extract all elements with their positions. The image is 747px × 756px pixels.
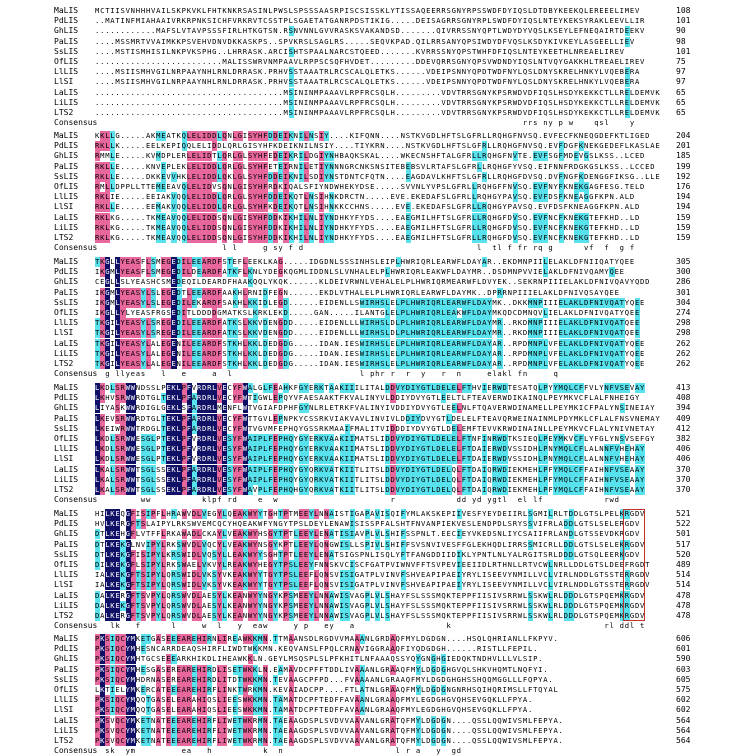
sequence-row	[0, 88, 747, 98]
residue-count: 305	[676, 257, 691, 266]
sequence-row	[0, 383, 747, 393]
residue-count: 90	[676, 26, 686, 36]
sequence-name: LlSI	[54, 328, 74, 338]
sequence-name: LaLIS	[54, 212, 79, 222]
sequence-residues: ....MSSMRTVVAIMKKPSVEHVDNVDKKASKPS..SPVKRSLSAGLRS.....SEQVKPAD.QILRRSANYQPSIWDYDFVQSLKSDYKIVKEYLASGEELLIEV	[95, 36, 635, 46]
sequence-name: GhLIS	[54, 151, 79, 161]
sequence-row	[0, 454, 747, 464]
residue-count: 478	[676, 600, 691, 610]
residue-count: 262	[676, 359, 691, 368]
sequence-row	[0, 308, 747, 318]
sequence-name: LaLIS	[54, 715, 79, 725]
sequence-row	[0, 277, 747, 287]
sequence-residues: LKEVSRWWRDTGLTEKLPFARDRLVECYFWTTGVLEPNPKYCSSRKVIAKVAVLINVIVLDDIYDVYGTLDELELFTEAVQRWEINAINMLPDYMKLCFLALFNSVNEMAY	[95, 413, 660, 423]
sequence-name: LiLIS	[54, 222, 79, 232]
residue-count: 601	[676, 644, 691, 654]
sequence-row	[0, 298, 747, 308]
consensus-sequence: l l g sy f d l tl f fr rq g vf f g f	[222, 243, 635, 253]
sequence-row	[0, 393, 747, 403]
sequence-name: LlLIS	[54, 192, 79, 202]
consensus-row	[0, 495, 747, 505]
residue-count: 408	[676, 393, 691, 403]
sequence-name: MaLIS	[54, 257, 79, 266]
sequence-name: LlLIS	[54, 570, 79, 580]
consensus-sequence: g llyeas l e a l l phr r r y r n elakl fn q	[105, 369, 558, 379]
sequence-row	[0, 26, 747, 36]
sequence-row	[0, 47, 747, 57]
consensus-row	[0, 621, 747, 631]
sequence-row	[0, 57, 747, 67]
sequence-name: LlSI	[54, 705, 74, 715]
sequence-name: LaLIS	[54, 590, 79, 600]
sequence-row	[0, 192, 747, 202]
sequence-name: PaLIS	[54, 287, 79, 297]
sequence-name: OfLIS	[54, 57, 79, 66]
sequence-residues: TKGILYEASYLALEGENILEEARDFSTKHLKKLDEDGDG.....IDAN.IESWIRHSLELPLHWRIQRLEARWFLDAYAR..RPDMNPLVFELAKLDFNIVQATYQEE	[95, 338, 645, 348]
sequence-residues: ..MATINFMIAHAAIVRKRPNKSICHFVRKRVTCSSTPLSGAETATGANRPDSTIKIG.....DEISAGRRSGNYRPLSWDFDYIQSLNTEYKEKSYRAKLEEVLLIR	[95, 16, 645, 26]
residue-count: 194	[676, 192, 691, 202]
sequence-name: LlSI	[54, 454, 74, 464]
residue-count: 97	[676, 67, 686, 77]
sequence-row	[0, 267, 747, 277]
residue-count: 304	[676, 297, 691, 307]
sequence-name: LlSI	[54, 77, 74, 87]
sequence-name: LlSI	[54, 202, 74, 212]
consensus-label: Consensus	[54, 621, 98, 631]
sequence-row	[0, 695, 747, 705]
sequence-residues: TKGLLYEASFLSMEGEDILEEARDFSTEFLEEKLKAG.....IDGDNLSSSINHSLEIPLHWRIQRLEARWFLDAYAR..EKDMNPIILELAKLDFNIIQATYQEE	[95, 257, 635, 266]
residue-count: 204	[676, 131, 691, 140]
consensus-sequence: sk ym ea h k n l r a y gd	[105, 746, 461, 756]
residue-count: 262	[676, 348, 691, 358]
residue-count: 298	[676, 318, 691, 328]
residue-count: 606	[676, 634, 691, 643]
residue-count: 301	[676, 287, 691, 297]
sequence-name: PaLIS	[54, 413, 79, 423]
residue-count: 159	[676, 233, 691, 242]
sequence-name: GhLIS	[54, 277, 79, 287]
sequence-residues: LKTIELYMKERCATEEEAREHIRFLINKTWRKMN.KEVAIADCPP....FTLATNLGRAAQFMYLDGDGNGNRHSQIHQRIMSLLFTQYAL	[95, 685, 558, 694]
sequence-name: PdLIS	[54, 16, 79, 26]
sequence-row	[0, 182, 747, 192]
sequence-residues: PKSIQCYMQQTGASELEARAHIQSLIEESWKKMN.TAMATDCPFTEDFFAVAANLGRAAQFMYLEGDGHGVQHSEVGQKLLFPYA.	[95, 695, 533, 705]
sequence-row	[0, 257, 747, 267]
sequence-residues: LKALSRWWTSGLSSEKLPFARDRLVESYFWAIPLFEPHQYGYQRKVATKIITLITSLDDVYDIYGTLDELQLFTDAIQRWDIEKMEHLPFYMQLCFFAIHNFVSEAAY	[95, 474, 645, 484]
residue-count: 65	[676, 87, 686, 97]
sequence-row	[0, 675, 747, 685]
sequence-row	[0, 108, 747, 118]
sequence-residues: .........................MALISSWRVNMPAAVLRPPSCSQFHVDET.........DDEVQRRSGNYQPSVWDNDYIQSLNTVQYGAKKHLTREAELIREV	[95, 57, 645, 66]
sequence-row	[0, 726, 747, 736]
residue-count: 370	[676, 485, 691, 494]
residue-count: 394	[676, 403, 691, 413]
sequence-residues: PKSIQCYMHTGCSEEEARKHIKDLIHEAWKKLN.GEYLMSQSPLSLPFKHITLNFAAAQSSYQYGNGHGIEDQKTNDHVLLLVLSIP.	[95, 654, 543, 664]
residue-count: 201	[676, 141, 691, 151]
sequence-residues: LKALSRWWTSGLSSEKLPFARDRLVESYFWAVPLFEPHQHGYQRKVATKIITLITSLDDVYDIYGTLDELQLFTDAIQRWDIEKMEHLPFYMQLCFFAIHNFVSEAAY	[95, 485, 645, 494]
sequence-residues: TKGILYEASYLSREGEDILEEARDFATKSLKKVDENGDD.....EIDENLLLWIRHSLDLPLHWRIQRLEARWFLDAYMR..RKDMNPIIIELAKLDFNIVQATQEE	[95, 318, 640, 328]
sequence-residues: .....................................MSININMPAAAVLRPFRCSQLH.........VDVTRRSGNYKPSRWDVDFIQSLHSDYKEKKCTLLRELDEMVK	[95, 108, 660, 117]
consensus-label: Consensus	[54, 118, 98, 128]
sequence-row	[0, 465, 747, 475]
sequence-row	[0, 705, 747, 715]
sequence-row	[0, 424, 747, 434]
sequence-name: OfLIS	[54, 182, 79, 191]
sequence-name: LlLIS	[54, 67, 79, 77]
residue-count: 409	[676, 413, 691, 423]
sequence-name: LiLIS	[54, 97, 79, 107]
sequence-name: MaLIS	[54, 383, 79, 392]
sequence-name: LlSI	[54, 580, 74, 590]
sequence-residues: DALKERGFTSVPYLQRSWVDLAESYLKEANWYYNGYKPSMEEYLNNAWISVAGPLVLSHAYFSLSSSMQKTEPPFIISIVSRRWLSSKWLRLDDDLGTSPQEMKRGDV	[95, 611, 645, 620]
sequence-name: LlLIS	[54, 444, 79, 454]
residue-count: 192	[676, 171, 691, 181]
sequence-row	[0, 131, 747, 141]
sequence-name: LlLIS	[54, 318, 79, 328]
sequence-row	[0, 644, 747, 654]
sequence-row	[0, 98, 747, 108]
sequence-row	[0, 414, 747, 424]
sequence-name: MaLIS	[54, 6, 79, 15]
sequence-row	[0, 6, 747, 16]
sequence-residues: ....MSTISMHISILNKPVKSPHG..LHRRASK.ARCISHTSPAALNARCSTQEED.......KVRRSSNYQPSTWHFDFIQSLNTEYKEETHLNREAELIREV	[95, 46, 624, 56]
sequence-name: PdLIS	[54, 519, 79, 529]
residue-count: 176	[676, 182, 691, 191]
sequence-residues: LKDLSRWWESGLPTEKLPFVRDRLVESYFWAIPLFEPHQYGYERKVAAKIIMATSLIDDVYDIYGTLDELELFTDAIERWDVSSIDHLPNYMQLCFLALNNFVHEHAY	[95, 444, 645, 454]
sequence-residues: TKGILYEASYLSREGEDILEEARDFATKSLKKVDENGDD.....EIDENLLLWIRHSLDLPLHWRIQRLEARWFLDAYMR..RKDMNPIIIELAKLDFNIVQATQEE	[95, 328, 640, 338]
sequence-row	[0, 434, 747, 444]
sequence-name: LTS2	[54, 611, 74, 620]
sequence-residues: DILKEKGFLSIPYLRKSWAELVKVYLREAKWYHEGYTPSLEEYFNNSKVCISCFGATPVIWNVFFTSVPEVIEEIIDLRTHNLLRTVCWLNRLLDDLGTSLDEEFRGDT	[95, 560, 650, 569]
sequence-residues: .....................................MSININMPAAAVLRPFRCSQLH.........VDVTRRSGNYKPSRWDVDFIQSLHSDYKEKKCTLLRELDEMVK	[95, 87, 660, 97]
residue-count: 412	[676, 423, 691, 433]
sequence-row	[0, 151, 747, 161]
residue-count: 65	[676, 108, 686, 117]
residue-count: 199	[676, 161, 691, 171]
sequence-name: MaLIS	[54, 509, 79, 518]
sequence-residues: RMLLDPPLLTTEMEEAVQLELIDVSQNLGISYHFRDKIQALSFIYNDWHEKYDSE.....SVVNLYVPSLGFRLLRQHGFFNVSQ.EVFNYFKNEKGAGFESG.TELD	[95, 182, 645, 191]
sequence-residues: DTLKEKGLNVIPYLRKSWVDLVQCYLVEAKWYNSGYKPTLEEYLQNGWISLLSPIVLSHIFFSVSNVIVESFFGLEKHQDLIRRSSMICRLLDDLGTSLSELEKRGDV	[95, 539, 645, 549]
sequence-residues: RKLLE.....EEMAKVQQLELIDDLQRLGLSYHFKDEIKQTLNSIHNKKCCHNS.....EVE.EKEDAFSLGFRLLRQHGYPAVSQ.EVFDSFKNEAGGFKPN.ALD	[95, 202, 640, 212]
sequence-residues: LIYASKWWRDIGLGEKLSFARDRLMENFLWTVGIAFDPHFGYNLRLETRKFVALINYIVDDIYDVYGTLEELNLFTQAVERWDINAMELLPEYMKICFPALYNSINEIAY	[95, 403, 655, 413]
sequence-row	[0, 318, 747, 328]
residue-count: 413	[676, 383, 691, 392]
sequence-name: MaLIS	[54, 131, 79, 140]
sequence-name: LiLIS	[54, 474, 79, 484]
residue-count: 522	[676, 519, 691, 529]
sequence-residues: LKALSRWWTSGLSSEKLPFARDRLVESYFWAIPLFEPHQYGYQRKVATKIITLITSLDDVYDIYGTLDELQLFTDAIQRWDIEKMEHLPFYMQLCFFAIHNFVSEAAY	[95, 464, 645, 474]
sequence-row	[0, 67, 747, 77]
sequence-row	[0, 665, 747, 675]
sequence-row	[0, 654, 747, 664]
sequence-row	[0, 339, 747, 349]
sequence-residues: LKEIWRWWTRDGLTEKLPFARDRLVECYFWTVGVMFEPHQYGSSRKMAAIFMALITVIDDDIYDVYGTLDELEMFTEVVKRWDINAINLLPEYMKVCFLALYNIVNETAY	[95, 423, 655, 433]
sequence-name: LTS2	[54, 233, 74, 242]
consensus-row	[0, 746, 747, 756]
residue-count: 75	[676, 57, 686, 66]
sequence-name: LTS2	[54, 108, 74, 117]
sequence-name: OfLIS	[54, 308, 79, 317]
sequence-name: OfLIS	[54, 560, 79, 569]
sequence-residues: PKSIQCYMHESGASEREAREHIRDLISETWKKLN.EAMAVDCPFFTDDLIVAAANLGRAAQFMYLDGDGHGVQLSHKVHQMTLNQFYI.	[95, 664, 548, 674]
sequence-name: SsLIS	[54, 297, 79, 307]
sequence-residues: ....MSIISMHVGILNRPAAYNHLRNLDRRASK.PRHVSSTAAATRLRCSCALQLETKS......VDEIPSNNYQPDTWDFNYLQSLDNYSKRELHNKYLVQEBERA	[95, 67, 640, 77]
sequence-name: PdLIS	[54, 267, 79, 277]
sequence-name: LaLIS	[54, 338, 79, 348]
sequence-name: PdLIS	[54, 393, 79, 403]
consensus-sequence: lk f l w l y eaw y p ey a k rl ddl t	[110, 621, 645, 631]
sequence-residues: .....................................MSININMPAAAVLRPFRCSQLH.........VDVTRRSGNYKPSRWDVDFIQSLHSDYKEKKCTLLRELDEMVK	[95, 97, 660, 107]
consensus-label: Consensus	[54, 746, 98, 756]
residue-count: 575	[676, 685, 691, 694]
sequence-name: GhLIS	[54, 654, 79, 664]
sequence-residues: RKLKG.....TKMEAVQQLELIDDSQNLGISYHFDDKIKHILNLIYNDHKYFYDS....EAEGMILHFTSLGFRLLRQHGFDVSQ.EVFNCFKNEKGTEFKHD..LD	[95, 233, 640, 242]
sequence-residues: RKLLE.....DKKEVVHKLELIDDLQKLGLSYHFDDEIKNILSDIYNSTDNTCFQTN....EAGDAVLKHFTSLGFRLLRQHGFDVSQ.DVFNGFKDENGGFIKSG..LLE	[95, 171, 660, 181]
residue-count: 159	[676, 222, 691, 232]
sequence-residues: IKGLLYLYEASFRGSEDITLDDDDGMATKSLKRKLEKD.....GAN.....ILANTGLELPLHWRIQRLEAKWFLDAYMKQDCDMNQVLIELAKLDFNIVQATYQEE	[95, 308, 640, 317]
sequence-row	[0, 736, 747, 746]
sequence-name: LaLIS	[54, 87, 79, 97]
residue-count: 108	[676, 6, 691, 15]
sequence-residues: IKGMLYEASFLSMEGEDILDEARDFATKFLKNLYDEGKQGMLIDDNLSLVNHALELPLHWRIQRLEAKWFLDAYMR..DSDMNPVVIELAKLDFNIVQAMYQEE	[95, 267, 624, 277]
residue-count: 382	[676, 434, 691, 443]
residue-count: 406	[676, 444, 691, 454]
sequence-row	[0, 475, 747, 485]
sequence-row	[0, 444, 747, 454]
sequence-residues: PKSVQCYMKETNATEEEAREHIRFLIWETWKRMN.TAEAAGDSPLSVDVVAAVANLGRATQFMYLDGDGN....QSSLQQWIVSMLFEPYA.	[95, 736, 563, 745]
sequence-residues: LKHVSRWWRDTGLTEKLPFARDRLVECYFWTIGWLEPQYVFAESAAKTFKVALINYVLDDIYDVYGTLEELTLFTEAVERWDIKAINQLPEYMKVCFLALFNHEIGY	[95, 393, 640, 403]
sequence-row	[0, 349, 747, 359]
residue-count: 370	[676, 464, 691, 474]
sequence-name: GhLIS	[54, 529, 79, 539]
sequence-row	[0, 288, 747, 298]
sequence-row	[0, 16, 747, 26]
residue-count: 101	[676, 46, 691, 56]
residue-count: 101	[676, 16, 691, 26]
residue-count: 602	[676, 695, 691, 705]
sequence-row	[0, 685, 747, 695]
sequence-row	[0, 233, 747, 243]
residue-count: 501	[676, 529, 691, 539]
sequence-name: LTS2	[54, 485, 74, 494]
residue-count: 521	[676, 509, 691, 518]
consensus-row	[0, 369, 747, 379]
residue-count: 564	[676, 725, 691, 735]
sequence-name: OfLIS	[54, 685, 79, 694]
sequence-residues: IKGMLYEASYLSLEGEDILEKARDFSAKHLKKIDLEGD......EIDENLLSWIRHSLELPLHWRIQRLEARWFLDAYMK..DKKMNPIIIELAKLDFNIVQATYQEE	[95, 297, 645, 307]
residue-count: 159	[676, 212, 691, 222]
sequence-residues: ............MAFSLVTAVPSSSFIRLHTKGTSN.RSNVNNLGVVRASKSVAKANDSD.......QIVRRSSNYQPTLWDYDYVQSLKSEYLEFNEQAIRTDEEKV	[95, 26, 645, 36]
sequence-residues: TKGILYEASYLALEGENILEEARDFSTKHLKKLDEDGDG.....IDAN.IESWIRHSLELPLHWRIQRLEARWFLDAYAR..RPDMNPLVFELAKLDFNIVQATYQEE	[95, 359, 645, 368]
sequence-residues: PKSVQCYMKETNATEEEAREHIRFLIWETWKRMN.TAEAAGDSPLSVDVVAAVANLGRATQFMYLDGDGN....QSSLQQWIVSMLFEPYA.	[95, 725, 563, 735]
residue-count: 274	[676, 308, 691, 317]
sequence-name: PdLIS	[54, 644, 79, 654]
sequence-name: LiLIS	[54, 600, 79, 610]
residue-count: 478	[676, 590, 691, 600]
residue-count: 194	[676, 202, 691, 212]
residue-count: 97	[676, 77, 686, 87]
sequence-name: SsLIS	[54, 171, 79, 181]
sequence-residues: RMMLE.....KVMDPLERLELIDTLQRLGLSYHFEDEIKRILDGIYNHBAQKSKAL....WKECNSHFTALGFRLLRQHGFNVTE.EVFSGFMDEVGSLKSS..LCED	[95, 151, 645, 161]
sequence-residues: LKDLSRWWESGLPTEKLPFVRDRLVESYFWAIPLFEPHQYGYERKVAAKIIMATSLIDDVYDIYGTLDELELFTNFINRWDTKSIEQLPEYMKVCFLYFGLYNSVSEFGY	[95, 434, 655, 443]
sequence-name: SsLIS	[54, 46, 79, 56]
sequence-name: LlLIS	[54, 695, 79, 705]
sequence-name: SsLIS	[54, 549, 79, 559]
residue-count: 605	[676, 674, 691, 684]
sequence-residues: PKSIQCYMQQTGASELEARAHIQSLIEESWKKMN.TAMATDCPFTEDFFAVAANLGRAAQFMYLEGDGHGVQHSEVGQKLLFPYA.	[95, 705, 533, 715]
sequence-name: PaLIS	[54, 161, 79, 171]
residue-count: 298	[676, 328, 691, 338]
sequence-residues: CEGLLSLYEASHCSMEDEQILDEARDFHAAKQQLYKQK......KLDEIVRWNLVEHALELPLHWRIQRMEARWFLDVYEK..SEKRNPIIIELAKLDFNIVQAVYQDD	[95, 277, 650, 287]
sequence-row	[0, 77, 747, 87]
sequence-residues: PKSIQCYMHDRNASEREAREHIRDLITDTWKKMN.TEVAAGCPFPD...FVAAAANLGRAAQFMYLDGDGHGHSSHQQMGGLLLFQPYA.	[95, 674, 553, 684]
consensus-sequence: rrs ny p w qsl y	[522, 118, 635, 128]
sequence-residues: IKGMLYEASYLSLEGEDTLEEARDFAAKHLRNIDFEGN......EKDLVTHALELPLHWRIQRLEARWFLDAYMK..DPRRNPIIIELAKLDFNIVQSAYQEE	[95, 287, 619, 297]
sequence-residues: HVLKERGFTSLAIPYLRKSWVEMCQCYHQEAKWFYNGYTPSLDEYLENAWISISSPFALSHTFNVANPIEKVESLENDPDLSRYSSVIFRLADDLGTSLSELERGDV	[95, 519, 640, 529]
sequence-residues: DALKERGFTSVPYLQRSWVDLAESYLKEANWYYNGYKPSMEEYLNNAWISVAGPLVLSHAYFSLSSSMQKTEPPFIISIVSRRWLSSKWLRLDDDLGTSPQEMKRGDV	[95, 590, 645, 600]
sequence-residues: IALKEKGFTSIPYLQRSWIDLVKSYVKEAKWYYTGYTPSLEEFLQNSVISIGATPLVINVFSHVEAPIPAEIYRYLISEEVYNMILLVCLVIRLNDDLGTSSTERRGDV	[95, 570, 650, 580]
sequence-row	[0, 359, 747, 369]
sequence-residues: KKLLG.....AKMEATKQLELIDDLQNLGISYHFDDEIKNILNSIY....KIFQNN....NSTKVGDLHFTSLGFRLLRQHGFNVSQ.EVFECFKNEQGDEFKTLIGED	[95, 131, 650, 140]
sequence-name: LTS2	[54, 359, 74, 368]
residue-count: 478	[676, 611, 691, 620]
sequence-residues: IALKEKGFTSIPYLQRSWIDLVKSYVKEAKWYYTGYTPSLEEFLQNSVISIGATPLVINVFSHVEAPIPAEIYRYLISEEVYNMILLVCLVIRLNDDLGTSSTERRGDV	[95, 580, 650, 590]
sequence-residues: DTLKEHGFLVTFFLRKAWADLCKAYLVEAKWYHSGYTPTLEEYLENATISIAVPLVLSHIFSSPNLT.EECIEYVKEDSNLIYCSAIIFRLANDLGTSSEVDKRGDV	[95, 529, 640, 539]
sequence-row	[0, 37, 747, 47]
sequence-residues: DALKEKGFTSVPYLQRSWVDLAESYLKEANWYYNGYKPSMEEYLNNAWISVAGPLVLSHAYFSLSSSMQKTEPPFIISIVSRRWLSSKWLRLDDDLGTSPQEMKRGDV	[95, 600, 645, 610]
sequence-row	[0, 403, 747, 413]
residue-count: 98	[676, 36, 686, 46]
sequence-row	[0, 223, 747, 233]
sequence-residues: LKDLSRWWNDSSLPEKLPFVRDRLVECYFWALGLFEAHKFGYERKTAAKIIILITALDDVYDIYGTLDELELFTHVIERWDTESATQLPYYMQLCFFVLYNFVSEVAY	[95, 383, 645, 392]
sequence-residues: HILKEQGFISIPFLHRAWVDLVEGYLQEAKWYYTGHTPTMEEYLNNAISTIGAPAVISQIFYMLAKSKEPIIVESFYEYDEIIRLSGMILRLTDDLGTSLPELKRGDV	[95, 509, 645, 518]
residue-count: 262	[676, 338, 691, 348]
sequence-row	[0, 172, 747, 182]
consensus-row	[0, 118, 747, 128]
sequence-residues: RKLLE.....KNVEPLEKLELIDDLQRLGLSYHFETEIRNILETIYNNNGRCNKSNSITEBEBSVLRTAFSLGFRLLRQHGFYVSQ.EIFNNFRDGKGSLKSS..LCCED	[95, 161, 655, 171]
residue-count: 286	[676, 277, 691, 287]
residue-count: 300	[676, 267, 691, 277]
sequence-row	[0, 716, 747, 726]
residue-count: 603	[676, 664, 691, 674]
sequence-residues: RKLKG.....TKMEAVQQLELIDDSQNLGISYHFDDKIKHILNLIYNDHKYFYDS....EAEGMILHFTSLGFRLLRQHGFDVSQ.EVFNCFKNEKGTEFKHD..LD	[95, 222, 640, 232]
sequence-name: SsLIS	[54, 674, 79, 684]
consensus-label: Consensus	[54, 495, 98, 505]
residue-count: 406	[676, 454, 691, 464]
sequence-residues: PKSIQCYMKETGASEEEAREHIRNLIREAWKKMN.TTMAANSDLRGDVVMAAANLGRDAQFMYLDGDGN....HSQLQHRIANLLFKPYV.	[95, 634, 558, 643]
sequence-row	[0, 162, 747, 172]
sequence-name: GhLIS	[54, 26, 79, 36]
sequence-row	[0, 328, 747, 338]
residue-count: 590	[676, 654, 691, 664]
residue-count: 65	[676, 97, 686, 107]
sequence-name: OfLIS	[54, 434, 79, 443]
residue-count: 564	[676, 736, 691, 745]
residue-count: 564	[676, 715, 691, 725]
sequence-row	[0, 202, 747, 212]
sequence-residues: RKLIE.....EEIAKVQQLELIDDLQRLGLSYHFDDEIKQTLNSIHNKDRCTN.....EVE.EKEDAFSLGFRLLRQHGYPAVSQ.EVFDSFKNEAGGFKPN.ALD	[95, 192, 635, 202]
sequence-name: LTS2	[54, 736, 74, 745]
consensus-sequence: ww klpf rd e w r dd yd ygtl el lf rwd	[140, 495, 619, 505]
motif-highlight-box	[623, 509, 645, 621]
sequence-name: GhLIS	[54, 403, 79, 413]
sequence-row	[0, 141, 747, 151]
sequence-name: PaLIS	[54, 664, 79, 674]
sequence-row	[0, 213, 747, 223]
sequence-residues: DTLKEKGFISIPYLKRSWIDLVQSYLLEAKWYYSGHTPTLEEYLENATSIGSPNLISQLYFTFANGDDIIDIKLYPNTLNLYALRGITSRLDDDLGTSQLEERKGDV	[95, 549, 640, 559]
residue-count: 602	[676, 705, 691, 715]
residue-count: 185	[676, 151, 691, 161]
sequence-residues: PKSVQCYMKETNATEEEAREHIRFLIWETWKRMN.TAEAAGDSPLSVDVVAAVANLGRATQFMYLDGDGN....QSSLQQWIVSMLFEPYA.	[95, 715, 563, 725]
sequence-name: LiLIS	[54, 348, 79, 358]
residue-count: 517	[676, 539, 691, 549]
residue-count: 370	[676, 474, 691, 484]
sequence-residues: MCTIISVNHHHVAILSKPKVKLFHTKNKRSASINLPWSLSPSSSAASRPISCSISSKLYTISSAQEERRSGNYRPSSWDFDYIQSLDTDBYKEEKQLEREEELIMEV	[95, 6, 640, 15]
sequence-residues: ....MSIISMHVGILNRPAAYNHLRNLDRRASK.PRHVSSTAAATRLRCSCALQLETKS......VDEIPSNNYQPDTWDFNYLQSLDNYSKRELHNKYLVQEBERA	[95, 77, 640, 87]
consensus-row	[0, 243, 747, 253]
sequence-residues: LKDLSRWWESGLPTEKLPFVRDRLVESYFWAIPLFEPHQYGYERKVAAKIIMATSLIDDVYDIYGTLDELELFTDAIERWDVSSIDHLPNYMQLCFLALNNFVHEHAY	[95, 454, 645, 464]
sequence-name: MaLIS	[54, 634, 79, 643]
sequence-name: PdLIS	[54, 141, 79, 151]
residue-count: 514	[676, 580, 691, 590]
sequence-residues: RKLKG.....TKMEAVQQLELIDDSQNLGISYHFDDKIKHILNLIYNDHKYFYDS....EAEGMILHFTSLGFRLLRQHGFDVSQ.EVFNCFKNEKGTEFKHD..LD	[95, 212, 640, 222]
sequence-residues: RKLLK.....EELKEPIQQLELIDDLQRLGISYHFKDEIKNILNSIY....TIYKRN....NSTKVGDLHFTSLGFRLLRQHGFNVSQ.EVFDGFKNEKGEDEFLKASLAE	[95, 141, 660, 151]
sequence-residues: PKSIQCYMHESNCARRDEAQSHIRFLIWDTWKKMN.KEQVANSLFPQLCRNAVIGGRAAQFIYQDGDGH......RISTLLFEPIL.	[95, 644, 538, 654]
sequence-residues: TKGILYEASYLALEGENILEEARDFSTKHLKKLDEDGDG.....IDAN.IESWIRHSLELPLHWRIQRLEARWFLDAYAR..RPDMNPLVFELAKLDFNIVQATYQEE	[95, 348, 645, 358]
sequence-name: PaLIS	[54, 36, 79, 46]
residue-count: 520	[676, 549, 691, 559]
sequence-row	[0, 634, 747, 644]
sequence-name: LaLIS	[54, 464, 79, 474]
sequence-row	[0, 485, 747, 495]
sequence-name: PaLIS	[54, 539, 79, 549]
residue-count: 514	[676, 570, 691, 580]
consensus-label: Consensus	[54, 369, 98, 379]
residue-count: 489	[676, 560, 691, 569]
consensus-label: Consensus	[54, 243, 98, 253]
sequence-name: SsLIS	[54, 423, 79, 433]
sequence-name: LiLIS	[54, 725, 79, 735]
